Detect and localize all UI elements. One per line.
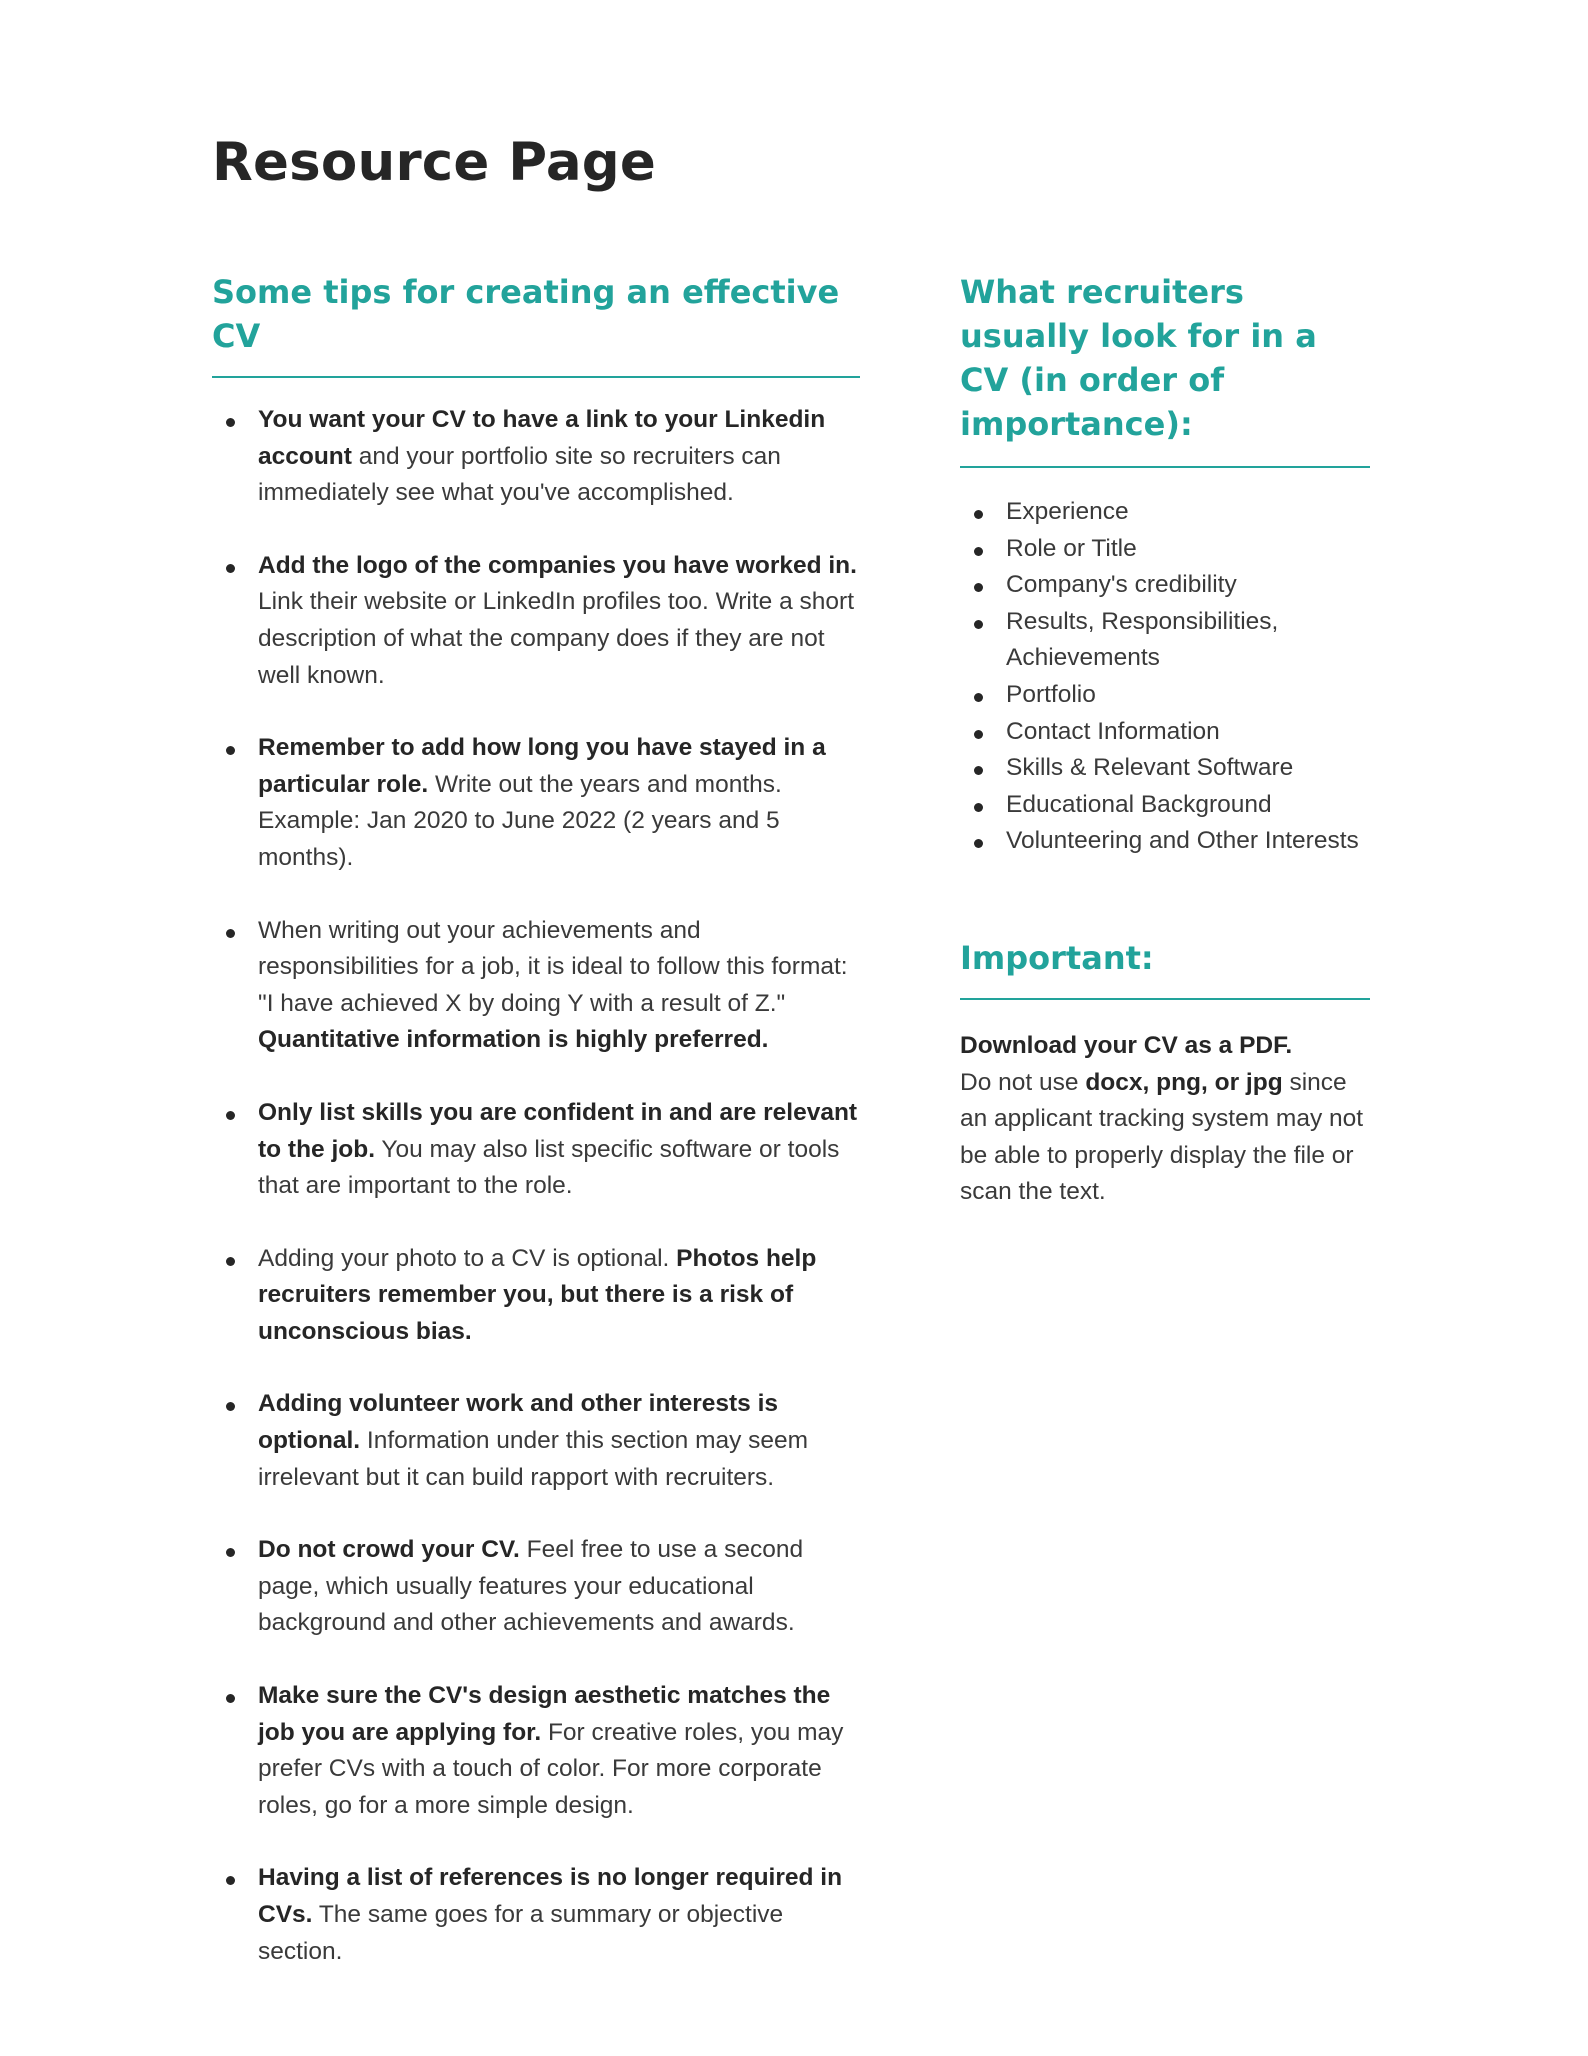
tip-item xyxy=(212,1241,860,1351)
bullet-icon xyxy=(974,766,983,775)
tip-bold-text: Adding volunteer work and other interests is optional. xyxy=(258,1390,779,1455)
bullet-icon xyxy=(974,620,983,629)
tip-item xyxy=(212,1386,860,1496)
recruiter-list-item xyxy=(960,677,1370,714)
important-line1: Download your CV as a PDF. xyxy=(960,1031,1293,1059)
recruiter-item-label: Portfolio xyxy=(1006,680,1096,708)
tip-bold-text: Quantitative information is highly preferred. xyxy=(258,1026,769,1054)
tip-item xyxy=(212,730,860,876)
bullet-icon xyxy=(974,839,983,848)
page-title: Resource Page xyxy=(212,132,657,193)
recruiters-divider xyxy=(960,466,1370,468)
tip-text: Feel free to use a second page, which usually features your educational background and other achievements and awards. xyxy=(258,1536,804,1637)
bullet-icon xyxy=(974,547,983,556)
tip-item xyxy=(212,1678,860,1824)
tip-item xyxy=(212,1532,860,1642)
tip-text: When writing out your achievements and responsibilities for a job, it is ideal to follow this format: "I have achieved X by doing Y with a result of Z." xyxy=(258,916,848,1017)
bullet-icon xyxy=(226,564,235,573)
recruiter-item-label: Skills & Relevant Software xyxy=(1006,754,1294,782)
recruiter-list-item xyxy=(960,787,1370,824)
bullet-icon xyxy=(974,583,983,592)
tips-column xyxy=(212,270,860,2006)
tip-item xyxy=(212,1095,860,1205)
tip-bold-text: Photos help recruiters remember you, but there is a risk of unconscious bias. xyxy=(258,1244,817,1345)
tips-heading: Some tips for creating an effective CV xyxy=(212,273,840,355)
bullet-icon xyxy=(974,510,983,519)
recruiter-item-label: Educational Background xyxy=(1006,790,1272,818)
tip-text: Adding your photo to a CV is optional. xyxy=(258,1244,677,1272)
important-line2-post: since an applicant tracking system may not be able to properly display the file or scan the text. xyxy=(960,1068,1364,1206)
bullet-icon xyxy=(974,693,983,702)
recruiter-list-item xyxy=(960,750,1370,787)
bullet-icon xyxy=(226,1548,235,1557)
tip-text: The same goes for a summary or objective section. xyxy=(258,1901,784,1965)
recruiter-item-label: Company's credibility xyxy=(1006,571,1237,599)
tip-text: Information under this section may seem irrelevant but it can build rapport with recruiters. xyxy=(258,1427,809,1491)
bullet-icon xyxy=(226,929,235,938)
tip-bold-text: You want your CV to have a link to your Linkedin account xyxy=(258,406,826,470)
recruiters-column xyxy=(960,270,1370,1211)
recruiter-list-item xyxy=(960,494,1370,531)
recruiters-list xyxy=(960,494,1370,860)
tip-bold-text: Only list skills you are confident in and are relevant to the job. xyxy=(258,1098,858,1163)
recruiter-list-item xyxy=(960,714,1370,751)
recruiter-item-label: Role or Title xyxy=(1006,534,1137,562)
tip-item xyxy=(212,548,860,694)
important-heading: Important: xyxy=(960,938,1154,977)
bullet-icon xyxy=(226,1402,235,1411)
tip-item xyxy=(212,402,860,512)
recruiter-item-label: Experience xyxy=(1006,498,1129,525)
tip-text: Link their website or LinkedIn profiles too. Write a short description of what the company does if they are not well known. xyxy=(258,588,855,689)
tip-item xyxy=(212,1860,860,1970)
bullet-icon xyxy=(226,1694,235,1703)
tip-bold-text: Make sure the CV's design aesthetic matches the job you are applying for. xyxy=(258,1682,831,1746)
bullet-icon xyxy=(226,1257,235,1266)
tip-text: For creative roles, you may prefer CVs with a touch of color. For more corporate roles, go for a more simple design. xyxy=(258,1718,844,1819)
bullet-icon xyxy=(974,730,983,739)
tip-bold-text: Having a list of references is no longer required in CVs. xyxy=(258,1864,843,1928)
important-section xyxy=(960,936,1370,1211)
bullet-icon xyxy=(974,803,983,812)
recruiter-item-label: Contact Information xyxy=(1006,717,1220,745)
recruiter-item-label: Results, Responsibilities, Achievements xyxy=(1006,607,1279,672)
important-divider xyxy=(960,998,1370,1000)
important-formats: docx, png, or jpg xyxy=(1085,1068,1283,1096)
recruiter-list-item xyxy=(960,567,1370,604)
important-line2-pre: Do not use xyxy=(960,1068,1086,1096)
bullet-icon xyxy=(226,1111,235,1120)
tip-bold-text: Add the logo of the companies you have worked in. xyxy=(258,551,857,579)
bullet-icon xyxy=(226,1876,235,1885)
bullet-icon xyxy=(226,746,235,755)
bullet-icon xyxy=(226,418,235,427)
recruiter-item-label: Volunteering and Other Interests xyxy=(1006,827,1359,855)
tip-bold-text: Do not crowd your CV. xyxy=(258,1536,520,1564)
tip-text: Write out the years and months. Example: Jan 2020 to June 2022 (2 years and 5 months). xyxy=(258,770,782,871)
tip-text: You may also list specific software or tools that are important to the role. xyxy=(258,1135,840,1200)
recruiter-list-item xyxy=(960,531,1370,568)
recruiter-list-item xyxy=(960,823,1370,860)
tip-item xyxy=(212,913,860,1059)
tips-divider xyxy=(212,376,860,378)
recruiters-heading: What recruiters usually look for in a CV (in order of importance): xyxy=(960,273,1317,443)
tip-bold-text: Remember to add how long you have stayed in a particular role. xyxy=(258,734,826,798)
tips-list xyxy=(212,402,860,1970)
recruiter-list-item xyxy=(960,604,1370,677)
important-note xyxy=(960,1028,1370,1211)
tip-text: and your portfolio site so recruiters can immediately see what you've accomplished. xyxy=(258,442,781,507)
